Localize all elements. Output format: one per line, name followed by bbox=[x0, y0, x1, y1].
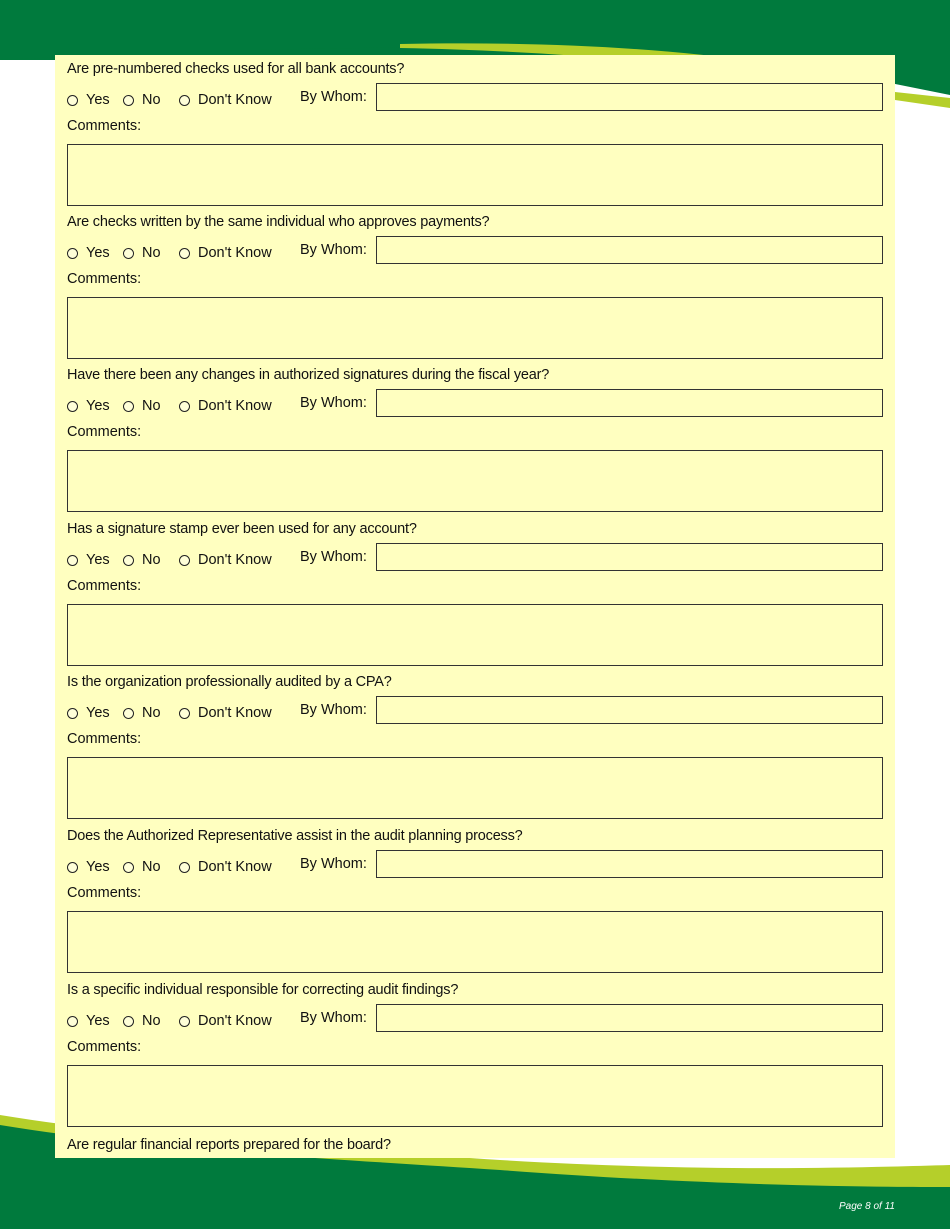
radio-icon[interactable] bbox=[179, 862, 190, 873]
comments-field[interactable] bbox=[67, 604, 883, 666]
by-whom-field[interactable] bbox=[376, 543, 883, 571]
radio-icon[interactable] bbox=[179, 708, 190, 719]
question-block bbox=[67, 668, 883, 821]
comments-field[interactable] bbox=[67, 757, 883, 819]
comments-label: Comments: bbox=[67, 271, 142, 287]
radio-icon[interactable] bbox=[67, 401, 78, 412]
comments-field[interactable] bbox=[67, 144, 883, 206]
by-whom-field[interactable] bbox=[376, 236, 883, 264]
dont-know-option[interactable]: Don't Know bbox=[179, 859, 272, 875]
by-whom-label: By Whom: bbox=[300, 856, 367, 872]
no-option[interactable]: No bbox=[123, 859, 161, 875]
yes-option[interactable]: Yes bbox=[67, 859, 110, 875]
yes-option[interactable]: Yes bbox=[67, 705, 110, 721]
comments-label: Comments: bbox=[67, 731, 142, 747]
radio-icon[interactable] bbox=[123, 1016, 134, 1027]
question-block bbox=[67, 55, 883, 208]
question-text: Is a specific individual responsible for correcting audit findings? bbox=[67, 982, 459, 998]
by-whom-label: By Whom: bbox=[300, 89, 367, 105]
comments-field[interactable] bbox=[67, 911, 883, 973]
by-whom-field[interactable] bbox=[376, 389, 883, 417]
question-text: Has a signature stamp ever been used for any account? bbox=[67, 521, 417, 537]
radio-icon[interactable] bbox=[67, 1016, 78, 1027]
comments-field[interactable] bbox=[67, 1065, 883, 1127]
radio-icon[interactable] bbox=[67, 708, 78, 719]
form-panel bbox=[55, 55, 895, 1158]
question-block bbox=[67, 361, 883, 514]
no-option[interactable]: No bbox=[123, 552, 161, 568]
radio-icon[interactable] bbox=[179, 248, 190, 259]
radio-icon[interactable] bbox=[123, 555, 134, 566]
question-text: Are checks written by the same individual who approves payments? bbox=[67, 214, 490, 230]
yes-option[interactable]: Yes bbox=[67, 245, 110, 261]
comments-label: Comments: bbox=[67, 885, 142, 901]
radio-icon[interactable] bbox=[179, 95, 190, 106]
comments-label: Comments: bbox=[67, 424, 142, 440]
dont-know-option[interactable]: Don't Know bbox=[179, 398, 272, 414]
radio-icon[interactable] bbox=[123, 708, 134, 719]
dont-know-option[interactable]: Don't Know bbox=[179, 245, 272, 261]
comments-label: Comments: bbox=[67, 1039, 142, 1055]
radio-icon[interactable] bbox=[123, 401, 134, 412]
question-text: Is the organization professionally audited by a CPA? bbox=[67, 674, 392, 690]
question-block bbox=[67, 976, 883, 1129]
by-whom-label: By Whom: bbox=[300, 702, 367, 718]
by-whom-field[interactable] bbox=[376, 83, 883, 111]
comments-label: Comments: bbox=[67, 118, 142, 134]
radio-icon[interactable] bbox=[179, 1016, 190, 1027]
question-text: Does the Authorized Representative assist in the audit planning process? bbox=[67, 828, 523, 844]
by-whom-label: By Whom: bbox=[300, 242, 367, 258]
question-block bbox=[67, 515, 883, 668]
radio-icon[interactable] bbox=[67, 862, 78, 873]
no-option[interactable]: No bbox=[123, 245, 161, 261]
no-option[interactable]: No bbox=[123, 1013, 161, 1029]
radio-icon[interactable] bbox=[67, 555, 78, 566]
question-text: Have there been any changes in authorized signatures during the fiscal year? bbox=[67, 367, 550, 383]
no-option[interactable]: No bbox=[123, 705, 161, 721]
radio-icon[interactable] bbox=[67, 95, 78, 106]
yes-option[interactable]: Yes bbox=[67, 398, 110, 414]
radio-icon[interactable] bbox=[123, 95, 134, 106]
comments-field[interactable] bbox=[67, 297, 883, 359]
question-block bbox=[67, 208, 883, 361]
question-block bbox=[67, 822, 883, 975]
radio-icon[interactable] bbox=[67, 248, 78, 259]
radio-icon[interactable] bbox=[123, 248, 134, 259]
page-number: Page 8 of 11 bbox=[839, 1201, 895, 1212]
yes-option[interactable]: Yes bbox=[67, 552, 110, 568]
by-whom-field[interactable] bbox=[376, 696, 883, 724]
radio-icon[interactable] bbox=[179, 555, 190, 566]
no-option[interactable]: No bbox=[123, 398, 161, 414]
yes-option[interactable]: Yes bbox=[67, 92, 110, 108]
comments-field[interactable] bbox=[67, 450, 883, 512]
yes-option[interactable]: Yes bbox=[67, 1013, 110, 1029]
by-whom-label: By Whom: bbox=[300, 395, 367, 411]
question-text: Are pre-numbered checks used for all bank accounts? bbox=[67, 61, 405, 77]
by-whom-label: By Whom: bbox=[300, 549, 367, 565]
by-whom-field[interactable] bbox=[376, 1004, 883, 1032]
dont-know-option[interactable]: Don't Know bbox=[179, 705, 272, 721]
by-whom-field[interactable] bbox=[376, 850, 883, 878]
radio-icon[interactable] bbox=[179, 401, 190, 412]
question-text: Are regular financial reports prepared for the board? bbox=[67, 1137, 391, 1153]
dont-know-option[interactable]: Don't Know bbox=[179, 92, 272, 108]
no-option[interactable]: No bbox=[123, 92, 161, 108]
dont-know-option[interactable]: Don't Know bbox=[179, 1013, 272, 1029]
comments-label: Comments: bbox=[67, 578, 142, 594]
dont-know-option[interactable]: Don't Know bbox=[179, 552, 272, 568]
by-whom-label: By Whom: bbox=[300, 1010, 367, 1026]
radio-icon[interactable] bbox=[123, 862, 134, 873]
